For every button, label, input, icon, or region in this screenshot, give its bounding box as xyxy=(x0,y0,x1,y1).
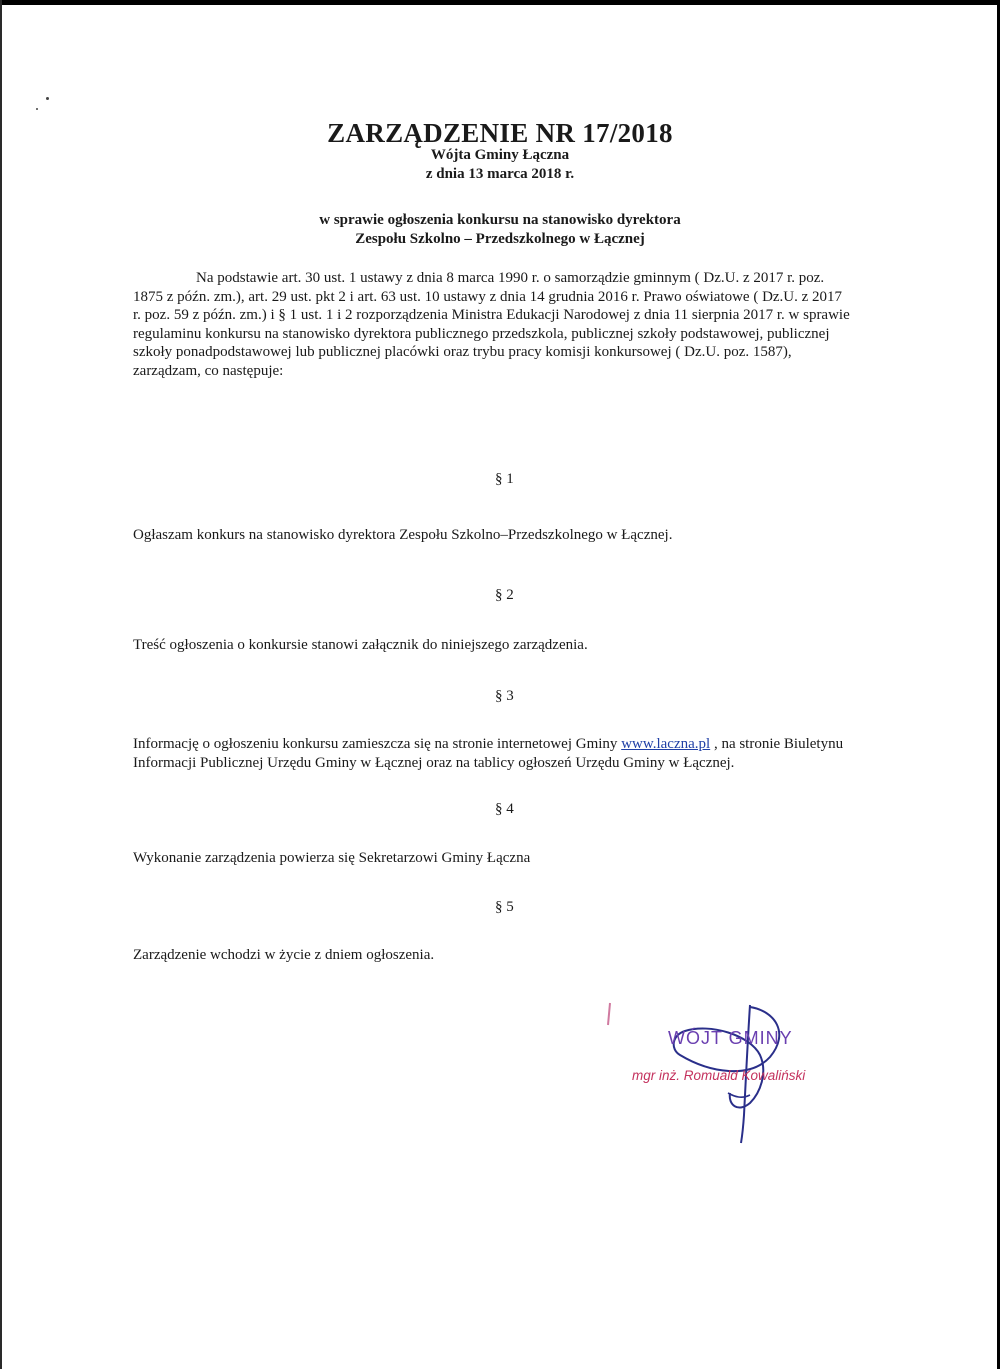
section-mark-4: § 4 xyxy=(495,801,514,817)
stamp-title: WÓJT GMINY xyxy=(668,1028,793,1048)
section-mark-3: § 3 xyxy=(495,688,514,704)
scan-border-left xyxy=(0,0,2,1369)
section-text-3-part-2: , na stronie Biuletynu Informacji Publicznej Urzędu Gminy w Łącznej oraz na tablicy ogłoszeń Urzędu Gminy w Łącznej. xyxy=(133,736,844,771)
official-stamp xyxy=(600,995,850,1145)
scan-speck xyxy=(36,108,38,110)
subject-line-2: Zespołu Szkolno – Przedszkolnego w Łącznej xyxy=(355,231,645,247)
section-text-3-part-1: Informację o ogłoszeniu konkursu zamieszcza się na stronie internetowej Gminy xyxy=(133,736,622,752)
scan-speck xyxy=(46,97,49,100)
section-mark-1: § 1 xyxy=(495,471,514,487)
stamp-name: mgr inż. Romuald Kowaliński xyxy=(632,1068,806,1083)
scan-border-top xyxy=(0,0,1000,5)
section-mark-2: § 2 xyxy=(495,587,514,603)
date-line: z dnia 13 marca 2018 r. xyxy=(425,166,575,182)
section-text-3 xyxy=(133,735,873,773)
issuer-line: Wójta Gminy Łączna xyxy=(430,147,570,163)
section-text-2: Treść ogłoszenia o konkursie stanowi załącznik do niniejszego zarządzenia. xyxy=(133,637,588,653)
document-title: ZARZĄDZENIE NR 17/2018 xyxy=(327,118,673,148)
gmina-website-link[interactable]: www.laczna.pl xyxy=(621,736,711,752)
section-text-5: Zarządzenie wchodzi w życie z dniem ogłoszenia. xyxy=(133,947,435,963)
preamble-paragraph: Na podstawie art. 30 ust. 1 ustawy z dnia 8 marca 1990 r. o samorządzie gminnym ( Dz.U. z 2017 r. poz. 1875 z późn. zm.), art. 29 ust. pkt 2 i art. 63 ust. 10 ustawy z dnia 14 grudnia 2016 r. Prawo oświatowe ( Dz.U. z 2017 r. poz. 59 z późn. zm.) i § 1 ust. 1 i 2 rozporządzenia Ministra Edukacji Narodowej z dnia 11 sierpnia 2017 r. w sprawie regulaminu konkursu na stanowisko dyrektora publicznego przedszkola, publicznej szkoły podstawowej, publicznej szkoły ponadpodstawowej lub publicznej placówki oraz trybu pracy komisji konkursowej ( Dz.U. poz. 1587), zarządzam, co następuje: xyxy=(133,270,850,379)
section-text-1: Ogłaszam konkurs na stanowisko dyrektora Zespołu Szkolno–Przedszkolnego w Łącznej. xyxy=(133,527,673,543)
subject-line-1: w sprawie ogłoszenia konkursu na stanowisko dyrektora xyxy=(319,212,681,228)
section-text-4: Wykonanie zarządzenia powierza się Sekretarzowi Gminy Łączna xyxy=(133,850,531,866)
section-mark-5: § 5 xyxy=(495,899,514,915)
